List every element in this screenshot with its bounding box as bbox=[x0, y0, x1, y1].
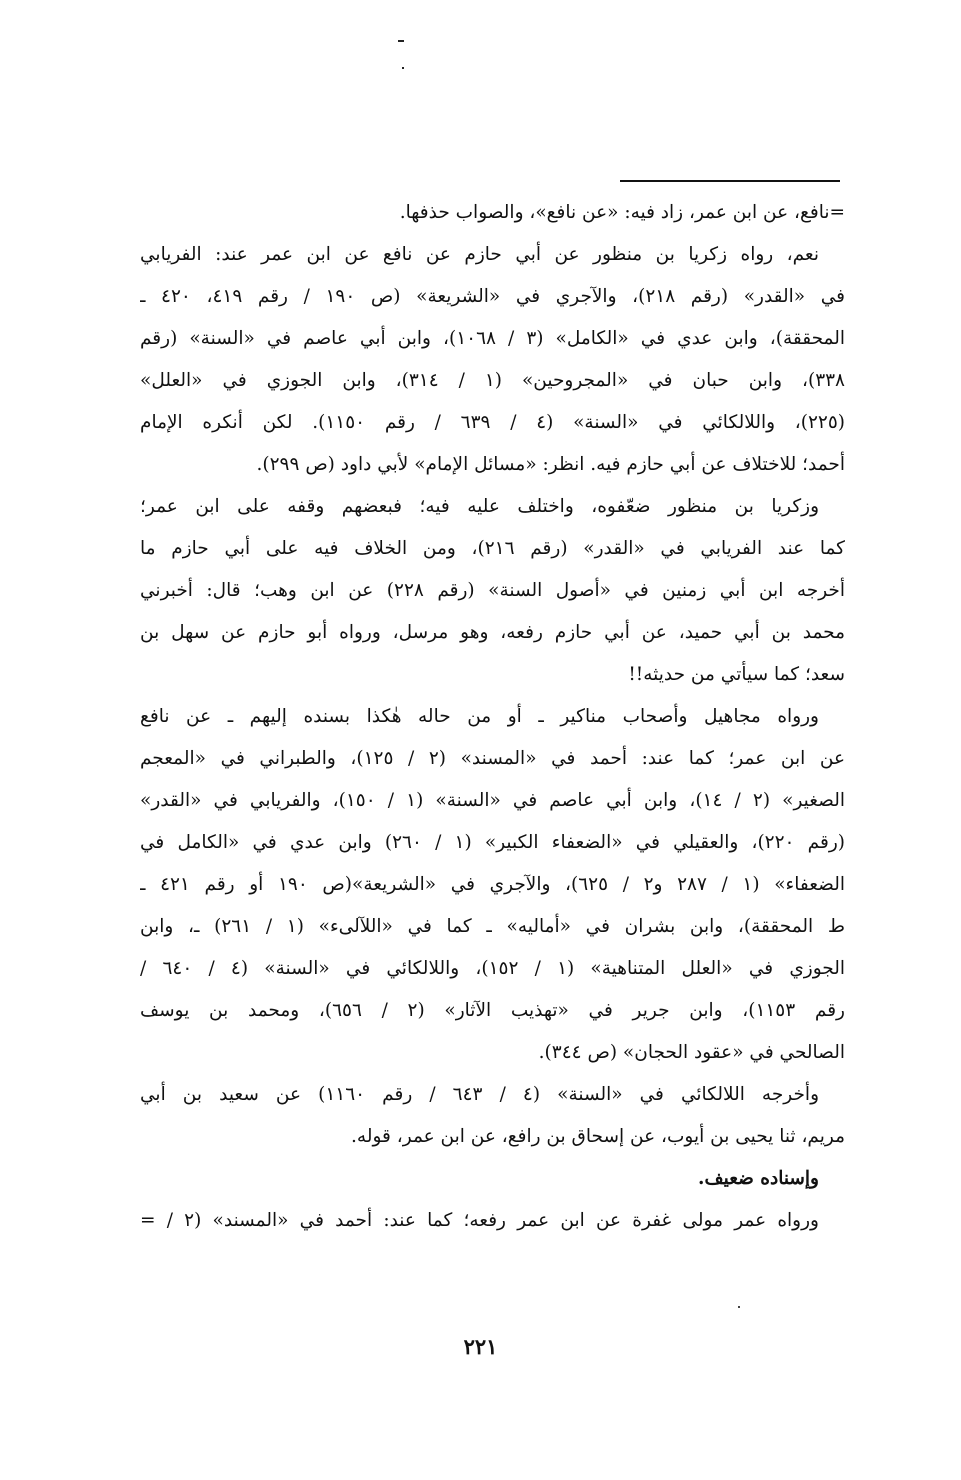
text-line-2: نعم، رواه زكريا بن منظور عن أبي حازم عن نافع عن ابن عمر عند: الفريابي bbox=[140, 244, 819, 265]
text-line-17: الضعفاء» (١ / ٢٨٧ و٢ / ٦٢٥)، والآجري في «الشريعة»(ص ١٩٠ أو رقم ٤٢١ ـ bbox=[140, 874, 845, 895]
header-mark bbox=[398, 40, 404, 42]
text-line-11: محمد بن أبي حميد، عن أبي حازم رفعه، وهو مرسل، ورواه أبو حازم عن سهل بن bbox=[140, 622, 845, 643]
text-line-9: كما عند الفريابي في «القدر» (رقم ٢١٦)، ومن الخلاف فيه على أبي حازم ما bbox=[140, 538, 845, 559]
text-line-22: وأخرجه اللالكائي في «السنة» (٤ / ٦٤٣ / رقم ١١٦٠) عن سعيد بن أبي bbox=[140, 1084, 820, 1105]
text-line-12: سعد؛ كما سيأتي من حديثه!! bbox=[628, 664, 845, 685]
footnote-text bbox=[140, 192, 845, 1242]
text-line-19: الجوزي في «العلل المتناهية» (١ / ١٥٢)، واللالكائي في «السنة» (٤ / ٦٤٠ / bbox=[140, 958, 845, 979]
text-line-10: أخرجه ابن أبي زمنين في «أصول السنة» (رقم ٢٢٨) عن ابن وهب؛ قال: أخبرني bbox=[140, 580, 845, 601]
footnote-separator bbox=[620, 180, 840, 182]
text-line-15: الصغير» (٢ / ١٤)، وابن أبي عاصم في «السنة» (١ / ١٥٠)، والفريابي في «القدر» bbox=[140, 790, 845, 811]
header-dot bbox=[402, 67, 404, 69]
text-line-21: الصالحي في «عقود الحجان» (ص ٣٤٤). bbox=[538, 1042, 845, 1063]
text-line-4: المحققة)، وابن عدي في «الكامل» (٣ / ١٠٦٨)، وابن أبي عاصم في «السنة» (رقم bbox=[140, 328, 845, 349]
text-line-20: رقم ١١٥٣)، وابن جرير في «تهذيب الآثار» (٢ / ٦٥٦)، ومحمد بن يوسف bbox=[140, 1000, 845, 1021]
text-line-3: في «القدر» (رقم ٢١٨)، والآجري في «الشريعة» (ص ١٩٠ / رقم ٤١٩، ٤٢٠ ـ bbox=[140, 286, 845, 307]
speck-dot bbox=[738, 1306, 740, 1308]
text-line-7: أحمد؛ للاختلاف عن أبي حازم فيه. انظر: «مسائل الإمام» لأبي داود (ص ٢٩٩). bbox=[256, 454, 845, 475]
text-line-25: ورواه عمر مولى غفرة عن ابن عمر رفعه؛ كما عند: أحمد في «المسند» (٢ / = bbox=[140, 1210, 819, 1231]
text-line-14: عن ابن عمر؛ كما عند: أحمد في «المسند» (٢ / ١٢٥)، والطبراني في «المعجم bbox=[140, 748, 845, 769]
text-line-18: ط المحققة)، وابن بشران في «أماليه» ـ كما في «اللآلىء» (١ / ٢٦١) ـ، وابن bbox=[140, 916, 845, 937]
text-line-13: ورواه مجاهيل وأصحاب مناكير ـ أو من حاله هٰكذا بسنده إليهم ـ عن نافع bbox=[140, 706, 819, 727]
text-line-16: (رقم ٢٢٠)، والعقيلي في «الضعفاء الكبير» (١ / ٢٦٠) وابن عدي في «الكامل في bbox=[140, 832, 845, 853]
text-line-24: وإسناده ضعيف. bbox=[698, 1168, 819, 1189]
text-line-8: وزكريا بن منظور ضعّفوه، واختلف عليه فيه؛ فبعضهم وقفه على ابن عمر؛ bbox=[140, 496, 819, 517]
page-number: ٢٢١ bbox=[463, 1334, 498, 1359]
text-line-6: (٢٢٥)، واللالكائي في «السنة» (٤ / ٦٣٩ / رقم ١١٥٠). لكن أنكره الإمام bbox=[140, 412, 845, 433]
text-line-1: =نافع، عن ابن عمر، زاد فيه: «عن نافع»، والصواب حذفها. bbox=[399, 202, 845, 223]
text-line-5: ٣٣٨)، وابن حبان في «المجروحين» (١ / ٣١٤)، وابن الجوزي في «العلل» bbox=[140, 370, 845, 391]
text-line-23: مريم، ثنا يحيى بن أيوب، عن إسحاق بن رافع، عن ابن عمر، قوله. bbox=[351, 1126, 845, 1147]
